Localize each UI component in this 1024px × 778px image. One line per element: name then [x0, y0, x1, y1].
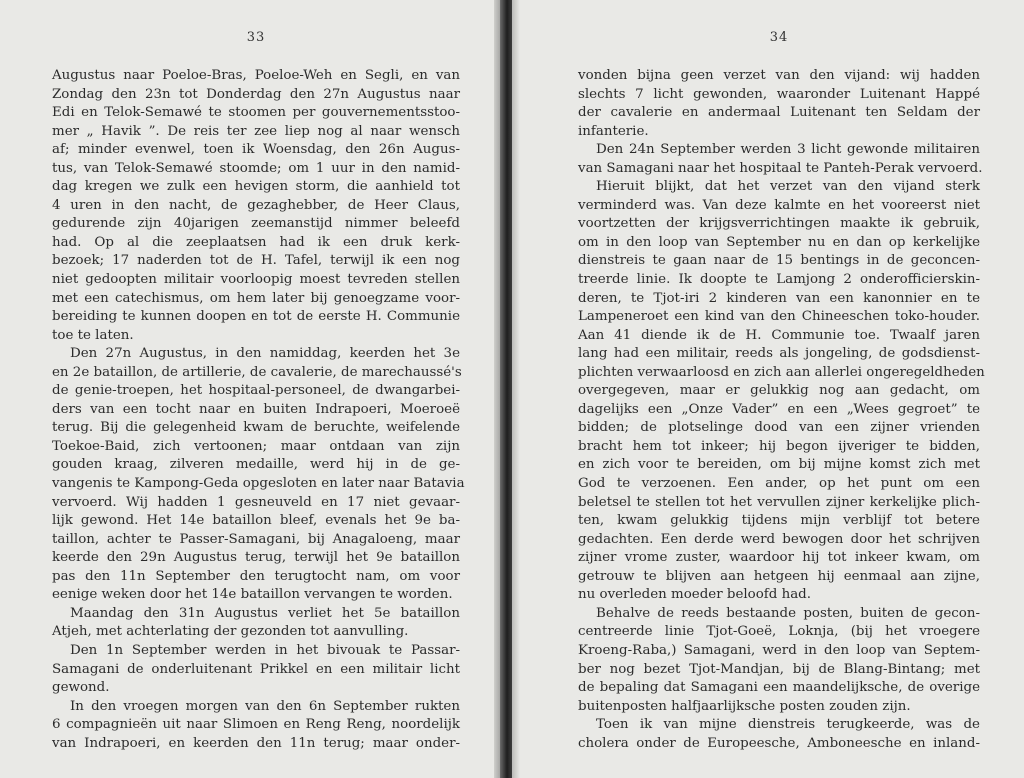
text-line: vonden bijna geen verzet van den vijand: wij hadden	[578, 68, 980, 83]
text-line: Zondag den 23n tot Donderdag den 27n Augustus naar	[52, 86, 460, 102]
text-line: gewond.	[52, 680, 110, 696]
text-line: bracht hem tot inkeer; hij begon ijveriger te bidden,	[578, 438, 980, 454]
text-line: vangenis te Kampong-Geda opgesloten en later naar Batavia	[52, 476, 465, 492]
text-line: terug. Bij die gelegenheid kwam de beruchte, weifelende	[52, 420, 460, 436]
text-line: vervoerd. Wij hadden 1 gesneuveld en 17 niet gevaar-	[52, 494, 460, 510]
text-line: taillon, achter te Passer-Samagani, bij Anagaloeng, maar	[52, 531, 460, 547]
text-line: met een catechismus, om hem later bij genoegzame voor-	[52, 290, 460, 306]
text-line: tus, van Telok-Semawé stoomde; om 1 uur in den namid-	[52, 160, 460, 176]
text-line: pas den 11n September den terugtocht nam, om voor	[52, 568, 460, 584]
text-line: mer „ Havik ”. De reis ter zee liep nog al naar wensch	[52, 123, 460, 139]
text-line: bereiding te kunnen doopen en tot de eerste H. Communie	[52, 309, 460, 325]
text-line: Den 1n September werden in het bivouak te Passar-	[70, 642, 460, 658]
text-line: dienstreis te gaan naar de 15 bentings in de geconcen-	[578, 253, 980, 269]
text-line: cholera onder de Europeesche, Amboneesche en inland-	[578, 735, 980, 751]
text-line: dagelijks een „Onze Vader” en een „Wees gegroet” te	[578, 401, 980, 417]
text-line: eenige weken door het 14e bataillon vervangen te worden.	[52, 587, 453, 603]
text-line: had. Op al die zeeplaatsen had ik een druk kerk-	[52, 234, 460, 250]
text-line: slechts 7 licht gewonden, waaronder Luitenant Happé	[578, 86, 980, 102]
text-line: Toekoe-Baid, zich vertoonen; maar ontdaan van zijn	[52, 438, 460, 454]
text-line: Kroeng-Raba,) Samagani, werd in den loop van Septem-	[578, 642, 980, 658]
text-line: overgegeven, maar er gelukkig nog aan gedacht, om	[578, 383, 980, 399]
text-line: Lampeneroet een kind van den Chineeschen toko-houder.	[578, 309, 980, 325]
text-line: nu overleden moeder beloofd had.	[578, 587, 812, 603]
text-line: van Indrapoeri, en keerden den 11n terug; maar onder-	[52, 735, 460, 751]
text-line: bezoek; 17 naderden tot de H. Tafel, terwijl ik een nog	[52, 253, 460, 269]
text-line: 4 uren in den nacht, de gezaghebber, de Heer Claus,	[52, 197, 460, 213]
text-line: ders van een tocht naar en buiten Indrapoeri, Moeroeë	[52, 401, 460, 417]
text-line: keerde den 29n Augustus terug, terwijl het 9e bataillon	[52, 550, 460, 566]
text-line: en zich voor te bereiden, om bij mijne komst zich met	[578, 457, 980, 473]
text-line: voortzetten der krijgsverrichtingen maakte ik gebruik,	[578, 216, 980, 232]
text-line: plichten verwaarloosd en zich aan allerlei ongeregeldheden	[578, 364, 985, 380]
left-page	[0, 0, 500, 778]
text-line: infanterie.	[578, 123, 649, 139]
text-line: bidden; de plotselinge dood van een zijner vrienden	[578, 420, 980, 436]
text-line: Hieruit blijkt, dat het verzet van den vijand sterk	[596, 179, 980, 195]
text-line: zijner vrome zuster, waardoor hij tot inkeer kwam, om	[578, 550, 980, 566]
text-line: gouden kraag, zilveren medaille, werd hij in de ge-	[52, 457, 460, 473]
text-line: Behalve de reeds bestaande posten, buiten de gecon-	[596, 605, 980, 621]
text-line: Toen ik van mijne dienstreis terugkeerde, was de	[596, 717, 980, 733]
text-line: om in den loop van September nu en dan op kerkelijke	[578, 234, 980, 250]
text-line: der cavalerie en andermaal Luitenant ten Seldam der	[578, 105, 980, 121]
text-line: dag kregen we zulk een hevigen storm, die aanhield tot	[52, 179, 460, 195]
text-line: Augustus naar Poeloe-Bras, Poeloe-Weh en Segli, en van	[52, 68, 460, 83]
text-line: treerde linie. Ik doopte te Lamjong 2 onderofficierskin-	[578, 272, 980, 288]
text-line: deren, te Tjot-iri 2 kinderen van een kanonnier en te	[578, 290, 980, 306]
text-line: Maandag den 31n Augustus verliet het 5e bataillon	[70, 605, 460, 621]
text-line: de bepaling dat Samagani een maandelijksche, de overige	[578, 680, 980, 696]
text-line: toe te laten.	[52, 327, 134, 343]
text-line: gedachten. Een derde werd bewogen door het schrijven	[578, 531, 980, 547]
right-page-text	[578, 67, 985, 753]
text-line: getrouw te blijven aan hetgeen hij eenmaal aan zijne,	[578, 568, 980, 584]
text-line: Den 27n Augustus, in den namiddag, keerden het 3e	[70, 346, 460, 362]
text-line: verminderd was. Van deze kalmte en het vooreerst niet	[578, 197, 980, 213]
text-line: af; minder evenwel, toen ik Woensdag, den 26n Augus-	[52, 142, 460, 158]
page-number-right: 34	[769, 30, 789, 45]
text-line: gedurende zijn 40jarigen zeemanstijd nimmer beleefd	[52, 216, 460, 232]
text-line: ten, kwam gelukkig tijdens mijn verblijf tot betere	[578, 513, 980, 529]
text-line: Aan 41 diende ik de H. Communie toe. Twaalf jaren	[578, 327, 980, 343]
text-line: beletsel te stellen tot het vervullen zijner kerkelijke plich-	[578, 494, 980, 510]
text-line: lang had een militair, reeds als jongeling, de godsdienst-	[578, 346, 980, 362]
text-line: en 2e bataillon, de artillerie, de cavalerie, de marechaussé's	[52, 364, 462, 380]
text-line: centreerde linie Tjot-Goeë, Loknja, (bij het vroegere	[578, 624, 980, 640]
text-line: de genie-troepen, het hospitaal-personeel, de dwangarbei-	[52, 383, 460, 399]
text-line: lijk gewond. Het 14e bataillon bleef, evenals het 9e ba-	[52, 513, 460, 529]
left-page-text	[52, 67, 465, 753]
text-line: Den 24n September werden 3 licht gewonde militairen	[596, 142, 980, 158]
text-line: Edi en Telok-Semawé te stoomen per gouvernementsstoo-	[52, 105, 460, 121]
text-line: In den vroegen morgen van den 6n September rukten	[70, 698, 460, 714]
text-line: Samagani de onderluitenant Prikkel en een militair licht	[52, 661, 460, 677]
text-line: 6 compagnieën uit naar Slimoen en Reng Reng, noordelijk	[52, 717, 460, 733]
text-line: God te verzoenen. Een ander, op het punt om een	[578, 476, 980, 492]
text-line: ber nog bezet Tjot-Mandjan, bij de Blang-Bintang; met	[578, 661, 980, 677]
text-line: Atjeh, met achterlating der gezonden tot aanvulling.	[52, 624, 409, 640]
right-page	[512, 0, 1024, 778]
text-line: buitenposten halfjaarlijksche posten zouden zijn.	[578, 698, 911, 714]
text-line: van Samagani naar het hospitaal te Panteh-Perak vervoerd.	[578, 160, 983, 176]
text-line: niet gedoopten militair voorloopig moest tevreden stellen	[52, 272, 460, 288]
page-number-left: 33	[246, 30, 266, 45]
